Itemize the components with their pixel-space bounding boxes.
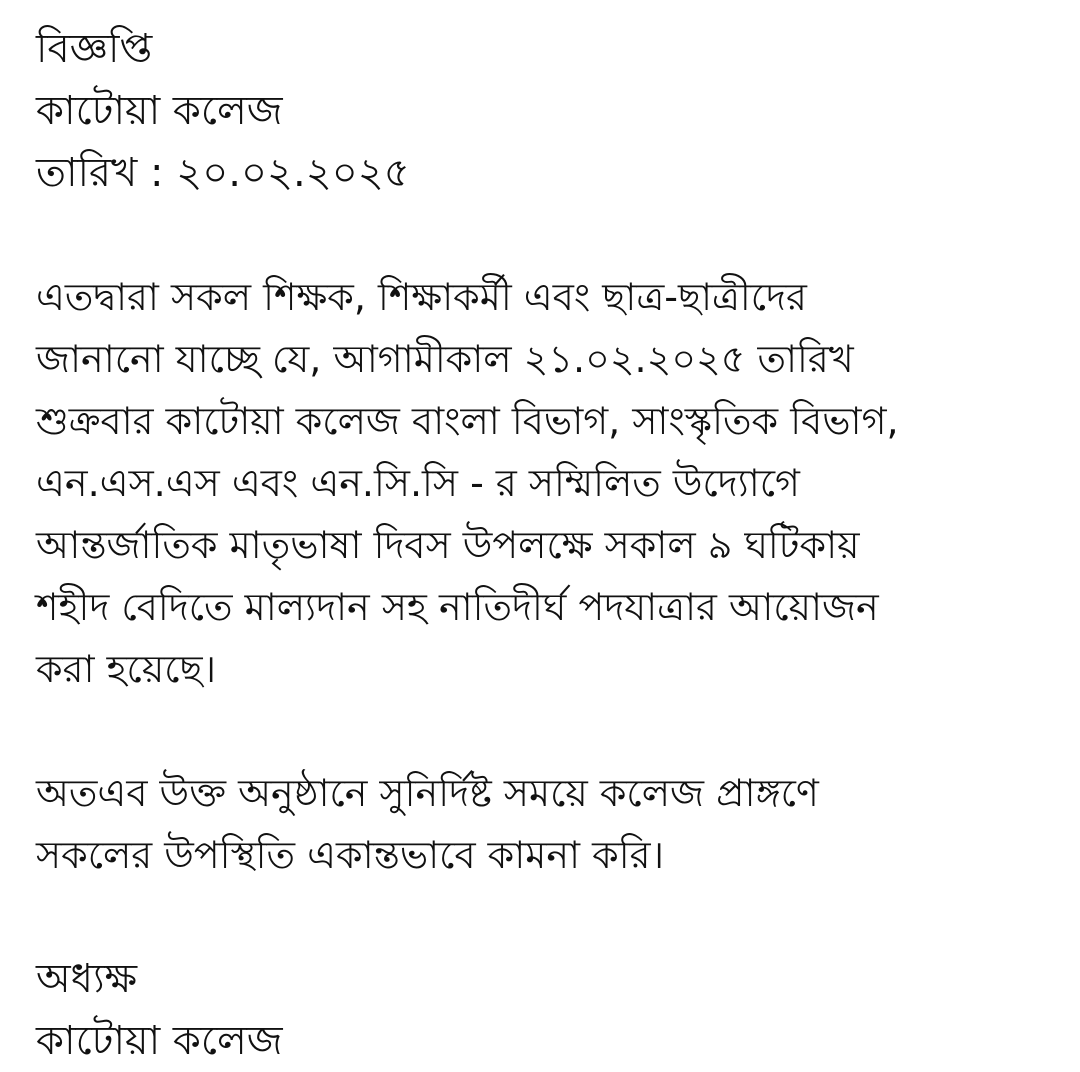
body-line: আন্তর্জাতিক মাতৃভাষা দিবস উপলক্ষে সকাল ৯ ঘটিকায় [36, 523, 860, 567]
notice-body-paragraph-1 [36, 266, 1056, 700]
body-line: সকলের উপস্থিতি একান্তভাবে কামনা করি। [36, 833, 665, 877]
signature-designation: অধ্যক্ষ [36, 956, 138, 1002]
spacer [36, 204, 1056, 266]
signature-institution: কাটোয়া কলেজ [36, 1018, 283, 1064]
body-line: শুক্রবার কাটোয়া কলেজ বাংলা বিভাগ, সাংস্কৃতিক বিভাগ, [36, 399, 899, 443]
notice-body-paragraph-2 [36, 762, 1056, 886]
institution-name: কাটোয়া কলেজ [36, 88, 283, 134]
body-line: করা হয়েছে। [36, 647, 217, 691]
notice-date: তারিখ : ২০.০২.২০২৫ [36, 150, 410, 196]
body-line: এন.এস.এস এবং এন.সি.সি - র সম্মিলিত উদ্যোগে [36, 461, 800, 505]
notice-document [36, 18, 1056, 1072]
body-line: শহীদ বেদিতে মাল্যদান সহ নাতিদীর্ঘ পদযাত্রার আয়োজন [36, 585, 879, 629]
body-line: জানানো যাচ্ছে যে, আগামীকাল ২১.০২.২০২৫ তারিখ [36, 337, 854, 381]
spacer [36, 886, 1056, 948]
body-line: অতএব উক্ত অনুষ্ঠানে সুনির্দিষ্ট সময়ে কলেজ প্রাঙ্গণে [36, 771, 819, 815]
notice-title: বিজ্ঞপ্তি [36, 26, 153, 72]
spacer [36, 700, 1056, 762]
body-line: এতদ্বারা সকল শিক্ষক, শিক্ষাকর্মী এবং ছাত্র-ছাত্রীদের [36, 275, 807, 319]
